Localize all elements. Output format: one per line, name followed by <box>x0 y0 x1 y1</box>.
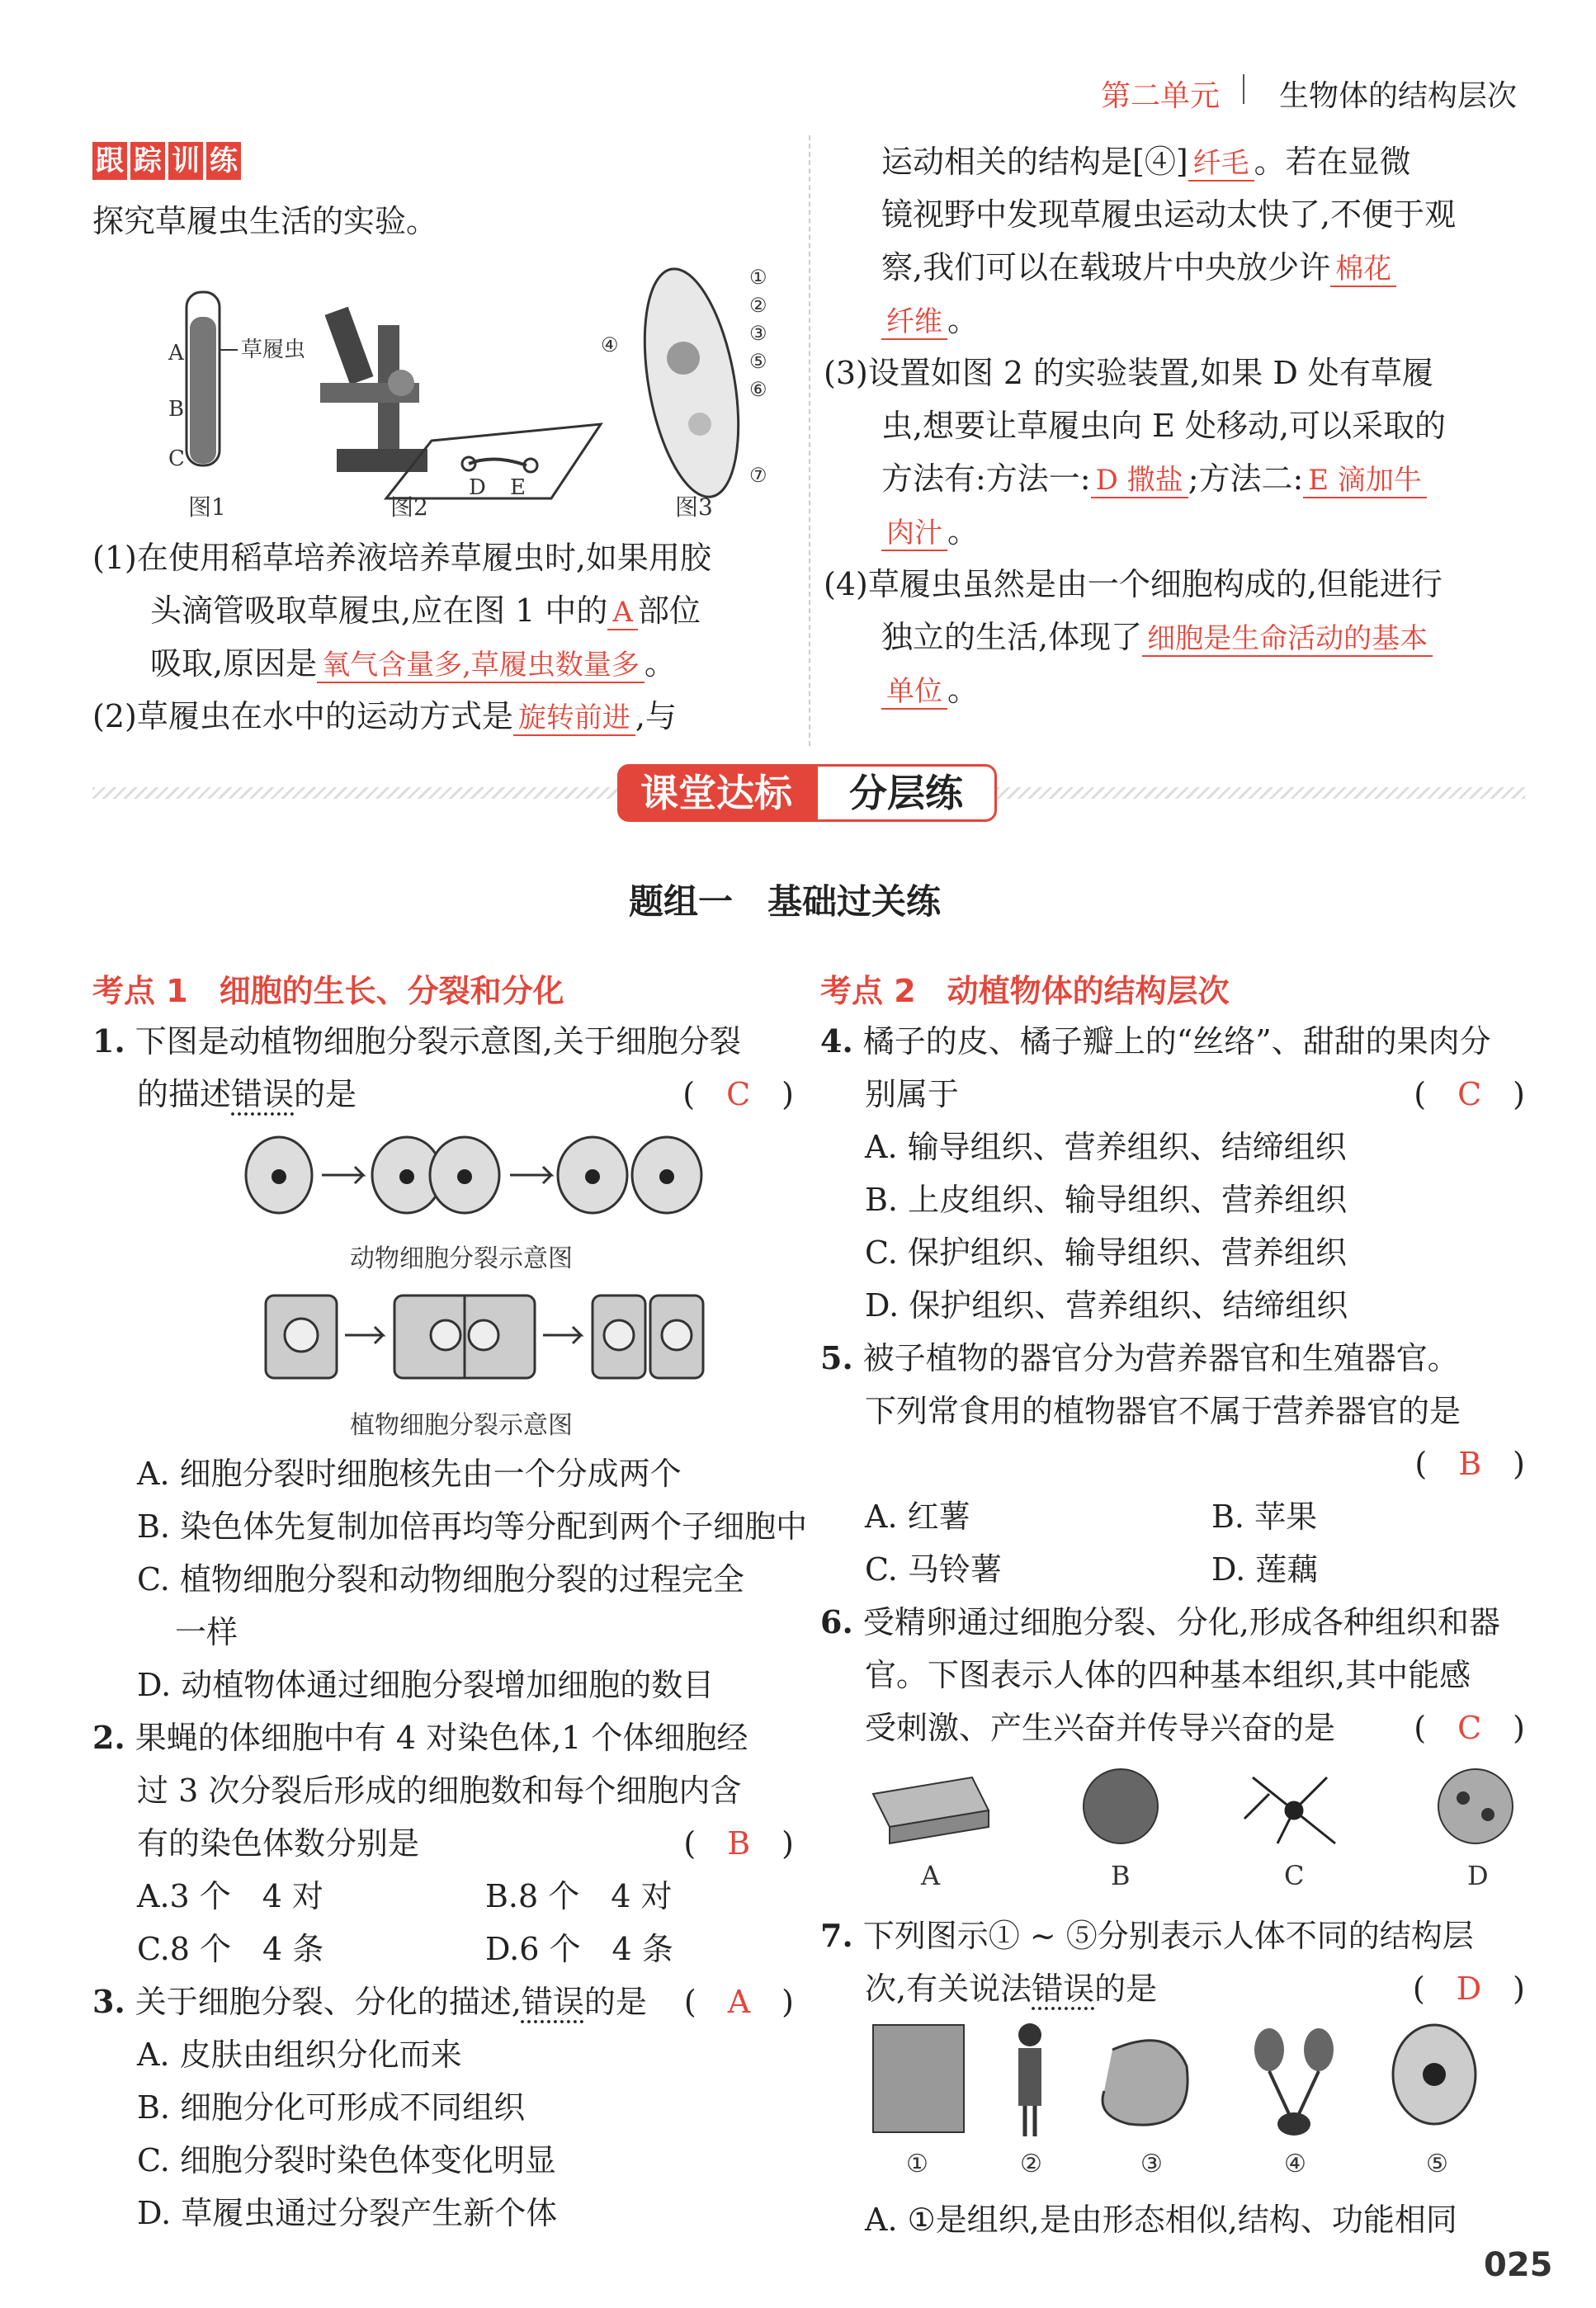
tissue-label-d: D <box>1467 1860 1489 1891</box>
q2-line3: 有的染色体数分别是 ( B ) <box>137 1825 794 1862</box>
tq1-line2: 头滴管吸取草履虫,应在图 1 中的 A 部位 <box>150 592 701 629</box>
tq3-line3: 方法有:方法一: D 撒盐 ;方法二: E 滴加牛 <box>881 452 1427 507</box>
level-label-3: ③ <box>1140 2150 1163 2178</box>
tissue-label-c: C <box>1284 1860 1305 1891</box>
tissue-label-a: A <box>921 1860 941 1891</box>
answer: E 滴加牛 <box>1303 464 1427 498</box>
q3-line1: 3. 关于细胞分裂、分化的描述,错误的是 ( A ) <box>92 1983 794 2020</box>
level-label-5: ⑤ <box>1426 2150 1448 2178</box>
banner-right: 分层练 <box>815 764 997 822</box>
tag-char: 跟 <box>92 142 127 180</box>
q3-answer: A <box>727 1984 751 2020</box>
page <box>23 20 1578 2291</box>
q4-answer: C <box>1457 1076 1482 1112</box>
q5-answer-line: ( B ) <box>1414 1446 1525 1482</box>
animal-caption: 动物细胞分裂示意图 <box>350 1244 573 1273</box>
tq1-line1: (1)在使用稻草培养液培养草履虫时,如果用胶 <box>92 540 711 576</box>
q6-line1: 6. 受精卵通过细胞分裂、分化,形成各种组织和器 <box>820 1603 1500 1640</box>
q7-answer: D <box>1456 1971 1482 2007</box>
answer: 氧气含量多,草履虫数量多 <box>317 649 645 683</box>
q6-line3: 受刺激、产生兴奋并传导兴奋的是 ( C ) <box>865 1710 1525 1746</box>
answer: 细胞是生命活动的基本 <box>1142 622 1433 657</box>
tracking-intro: 探究草履虫生活的实验。 <box>92 203 438 239</box>
culture-fluid <box>190 317 216 464</box>
q3-option-b: B. 细胞分化可形成不同组织 <box>137 2089 526 2126</box>
answer: 棉花 <box>1330 253 1396 287</box>
q5-line1: 5. 被子植物的器官分为营养器官和生殖器官。 <box>820 1339 1459 1376</box>
q3-option-d: D. 草履虫通过分裂产生新个体 <box>137 2195 558 2231</box>
paramecium <box>629 262 753 504</box>
q1-option-b: B. 染色体先复制加倍再均等分配到两个子细胞中 <box>137 1508 808 1545</box>
human-figure <box>1018 2023 1041 2136</box>
nerve-tissue <box>1244 1777 1335 1843</box>
fig2-caption: 图2 <box>390 493 428 521</box>
q2-answer: B <box>727 1825 751 1862</box>
group-title: 题组一 基础过关练 <box>629 881 942 922</box>
q4-option-b: B. 上皮组织、输导组织、营养组织 <box>865 1182 1348 1218</box>
experiment-figures <box>139 259 799 523</box>
banner-left: 课堂达标 <box>617 764 815 822</box>
q1-line1: 1. 下图是动植物细胞分裂示意图,关于细胞分裂 <box>92 1022 741 1060</box>
q1-option-d: D. 动植物体通过细胞分裂增加细胞的数目 <box>137 1667 715 1703</box>
tq3-line1: (3)设置如图 2 的实验装置,如果 D 处有草履 <box>824 355 1433 391</box>
answer: 纤毛 <box>1188 147 1254 182</box>
q2-option-c: C.8 个 4 条 <box>137 1931 324 1967</box>
answer: 单位 <box>881 675 947 710</box>
q3-option-c: C. 细胞分裂时染色体变化明显 <box>137 2142 556 2178</box>
q5-answer: B <box>1458 1446 1482 1482</box>
num-4: ④ <box>601 333 619 356</box>
muscle-tissue <box>1084 1769 1158 1843</box>
answer: A <box>607 596 638 630</box>
q2-option-b: B.8 个 4 对 <box>485 1878 673 1914</box>
tq4-line2: 独立的生活,体现了 细胞是生命活动的基本 <box>881 611 1433 665</box>
q1-option-c: C. 植物细胞分裂和动物细胞分裂的过程完全 <box>137 1561 744 1598</box>
tq4-line3: 单位 。 <box>881 663 979 718</box>
q4-line2: 别属于 ( C ) <box>865 1076 1525 1112</box>
tracking-tag <box>92 142 244 180</box>
structure-level-figures <box>857 2017 1533 2182</box>
q1-line2: 的描述错误的是 ( C ) <box>137 1076 794 1112</box>
page-number: 025 <box>1484 2246 1553 2284</box>
q4-line1: 4. 橘子的皮、橘子瓣上的“丝络”、甜甜的果肉分 <box>820 1022 1491 1060</box>
num-6: ⑥ <box>749 378 767 401</box>
level-label-1: ① <box>906 2150 928 2178</box>
q5-line2: 下列常食用的植物器官不属于营养器官的是 <box>865 1393 1461 1429</box>
microscope-icon <box>320 307 427 472</box>
epithelial-tissue <box>873 1777 989 1843</box>
q6-answer: C <box>1457 1710 1482 1746</box>
q4-option-a: A. 输导组织、营养组织、结缔组织 <box>865 1129 1347 1165</box>
q5-option-d: D. 莲藕 <box>1211 1551 1319 1588</box>
tag-char: 踪 <box>130 142 165 180</box>
label-e: E <box>510 475 526 500</box>
q1-option-a: A. 细胞分裂时细胞核先由一个分成两个 <box>137 1456 682 1492</box>
stomach-image <box>1103 2041 1188 2125</box>
fig1-caption: 图1 <box>188 493 226 521</box>
num-3: ③ <box>749 322 767 345</box>
header-separator <box>1243 74 1244 104</box>
num-2: ② <box>749 294 767 317</box>
tq3-line2: 虫,想要让草履虫向 E 处移动,可以采取的 <box>881 408 1447 444</box>
q4-option-d: D. 保护组织、营养组织、结缔组织 <box>865 1287 1348 1324</box>
q5-option-c: C. 马铃薯 <box>865 1551 1002 1588</box>
connective-tissue <box>1438 1769 1513 1843</box>
answer: 旋转前进 <box>513 701 635 736</box>
q3-option-a: A. 皮肤由组织分化而来 <box>137 2037 462 2073</box>
answer: 肉汁 <box>881 517 947 551</box>
tissue-image <box>873 2025 964 2132</box>
plant-cell-division <box>262 1287 708 1395</box>
q7-option-a: A. ①是组织,是由形态相似,结构、功能相同 <box>865 2202 1457 2238</box>
q7-line1: 7. 下列图示① ~ ⑤分别表示人体不同的结构层 <box>820 1917 1474 1954</box>
fig3-caption: 图3 <box>675 493 713 521</box>
answer: D 撒盐 <box>1091 464 1188 498</box>
tq2-line3: 镜视野中发现草履虫运动太快了,不便于观 <box>881 196 1457 233</box>
q4-option-c: C. 保护组织、输导组织、营养组织 <box>865 1234 1347 1271</box>
caocu-label: 草履虫 <box>241 337 306 362</box>
tag-char: 训 <box>168 142 203 180</box>
tag-char: 练 <box>206 142 241 180</box>
plant-caption: 植物细胞分裂示意图 <box>350 1411 573 1440</box>
unit-title: 生物体的结构层次 <box>1279 79 1518 113</box>
level-label-2: ② <box>1020 2150 1042 2178</box>
tq1-line3: 吸取,原因是 氧气含量多,草履虫数量多 。 <box>150 645 676 682</box>
animal-cell-division <box>238 1126 716 1241</box>
q1-option-c2: 一样 <box>175 1614 238 1650</box>
q5-option-b: B. 苹果 <box>1211 1499 1318 1535</box>
kp1-heading: 考点 1 细胞的生长、分裂和分化 <box>92 973 564 1009</box>
level-label-4: ④ <box>1284 2150 1306 2178</box>
tq2-line5: 纤维 。 <box>881 294 979 348</box>
answer: 纤维 <box>881 305 947 340</box>
label-b: B <box>168 397 185 422</box>
banner-hatch-left <box>92 787 621 799</box>
unit-label: 第二单元 <box>1101 79 1221 113</box>
q7-line2: 次,有关说法错误的是 ( D ) <box>865 1971 1525 2007</box>
num-1: ① <box>749 266 767 289</box>
q5-option-a: A. 红薯 <box>865 1499 970 1535</box>
tq4-line1: (4)草履虫虽然是由一个细胞构成的,但能进行 <box>824 566 1443 602</box>
kp2-heading: 考点 2 动植物体的结构层次 <box>820 973 1230 1009</box>
q2-line1: 2. 果蝇的体细胞中有 4 对染色体,1 个体细胞经 <box>92 1719 748 1756</box>
tq3-line4: 肉汁 。 <box>881 505 979 559</box>
tissue-figures <box>865 1761 1542 1893</box>
tq2-line2: 运动相关的结构是[④] 纤毛 。若在显微 <box>881 144 1411 180</box>
label-a: A <box>168 341 184 366</box>
tissue-label-b: B <box>1111 1860 1131 1891</box>
q1-answer: C <box>726 1076 751 1112</box>
column-divider <box>809 135 810 746</box>
banner-hatch-right <box>997 787 1525 799</box>
label-d: D <box>469 475 486 500</box>
q6-line2: 官。下图表示人体的四种基本组织,其中能感 <box>865 1657 1471 1693</box>
q2-option-d: D.6 个 4 条 <box>485 1931 673 1967</box>
q2-line2: 过 3 次分裂后形成的细胞数和每个细胞内含 <box>137 1772 742 1809</box>
num-7: ⑦ <box>749 464 767 487</box>
q2-option-a: A.3 个 4 对 <box>137 1878 324 1914</box>
tq2-line1: (2)草履虫在水中的运动方式是 旋转前进 ,与 <box>92 698 677 734</box>
urinary-system-image <box>1254 2028 1334 2136</box>
tq2-line4: 察,我们可以在载玻片中央放少许 棉花 <box>881 241 1396 295</box>
label-c: C <box>168 446 185 471</box>
num-5: ⑤ <box>749 350 767 373</box>
